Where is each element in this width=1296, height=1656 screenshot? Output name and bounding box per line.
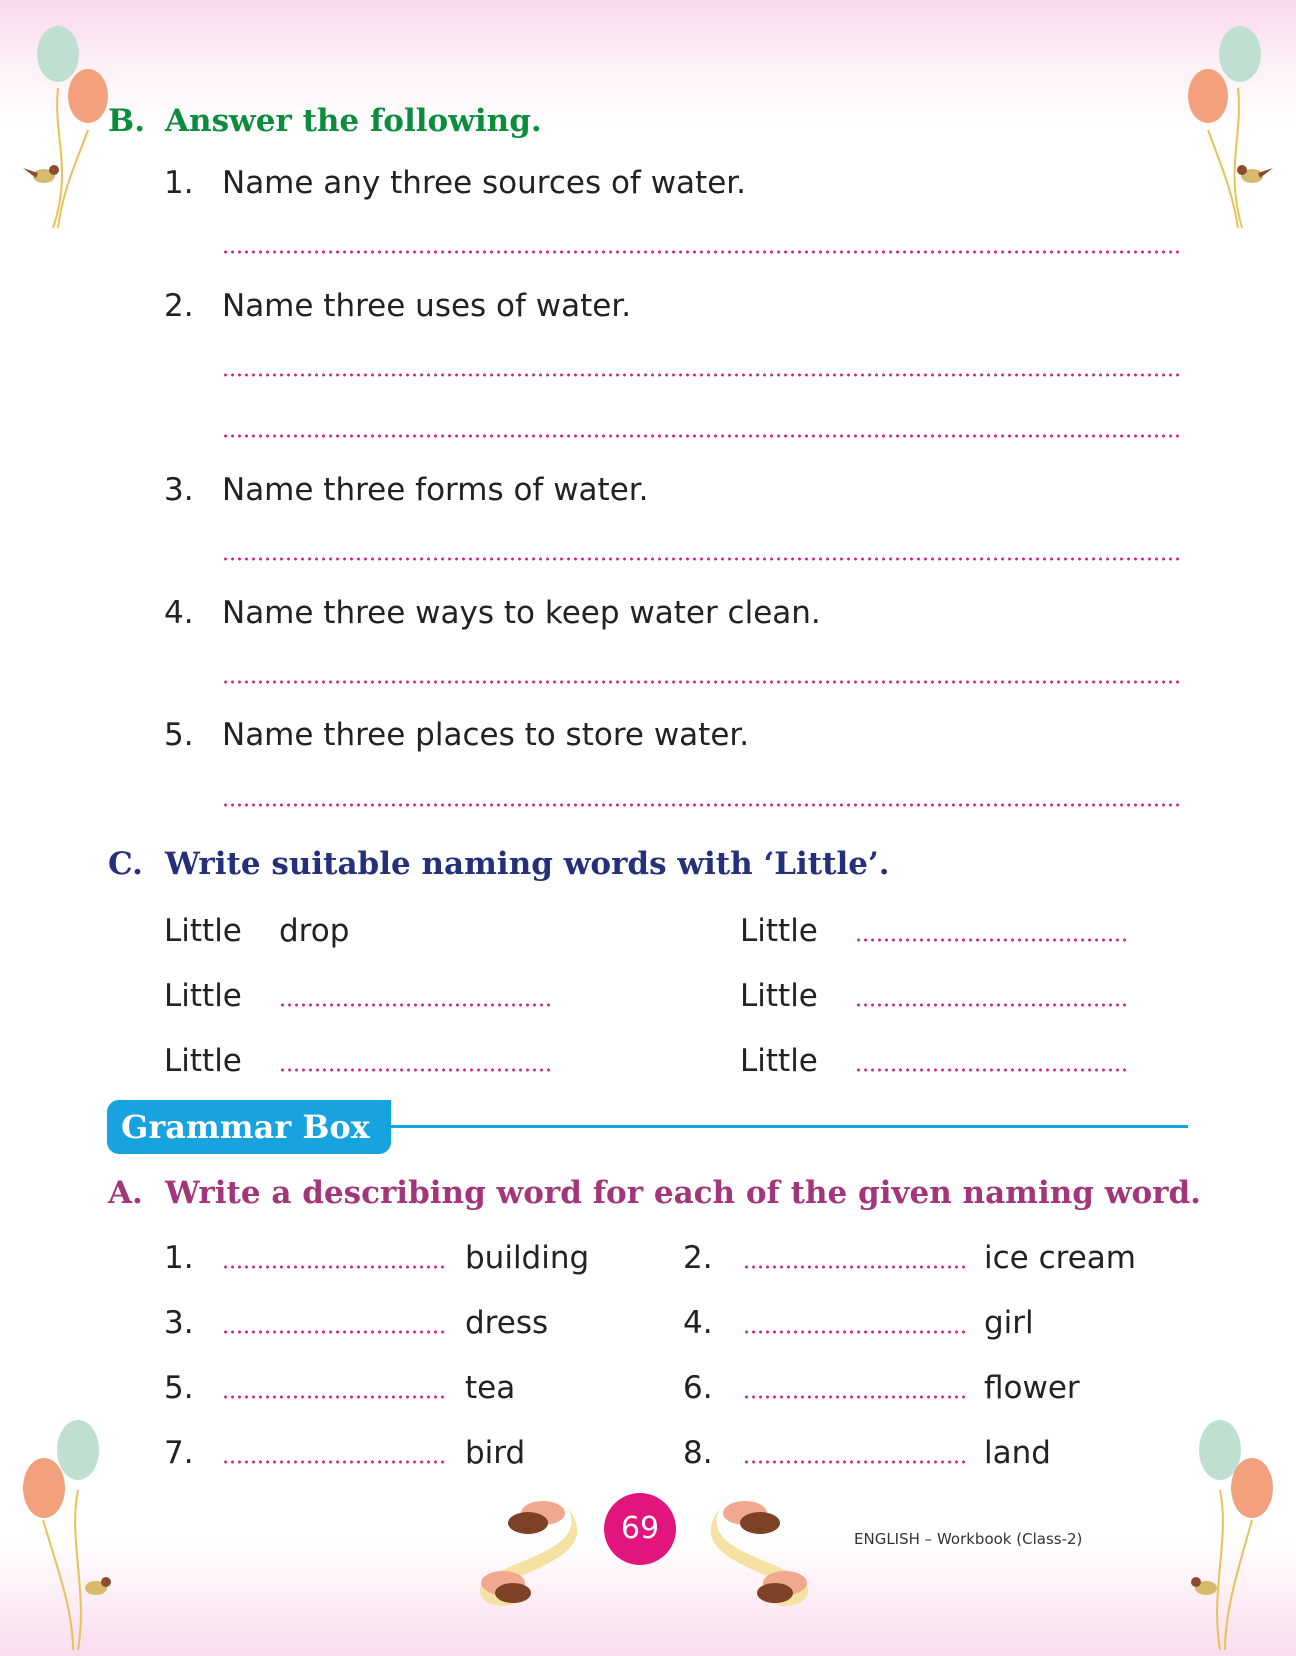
answer-line[interactable]	[222, 372, 1180, 378]
describing-word-blank[interactable]	[222, 1329, 444, 1335]
grammar-a-letter: A.	[108, 1175, 143, 1211]
question-number: 3.	[164, 472, 194, 508]
bird-icon	[1191, 1577, 1217, 1595]
little-word: Little	[164, 978, 242, 1014]
bird-icon	[85, 1577, 111, 1595]
little-word: Little	[740, 978, 818, 1014]
question-5	[0, 717, 1296, 757]
question-text: Name three ways to keep water clean.	[222, 595, 821, 631]
little-word: Little	[740, 913, 818, 949]
grammar-a-heading	[0, 1175, 1296, 1215]
question-4	[0, 595, 1296, 635]
naming-word-blank[interactable]	[855, 937, 1127, 943]
describing-word-blank[interactable]	[743, 1329, 965, 1335]
question-text: Name three places to store water.	[222, 717, 750, 753]
balloons-icon	[1170, 1410, 1280, 1656]
naming-word-blank[interactable]	[279, 1002, 551, 1008]
item-number: 1.	[164, 1240, 194, 1276]
item-number: 5.	[164, 1370, 194, 1406]
answer-line[interactable]	[222, 802, 1180, 808]
section-b-title: Answer the following.	[165, 103, 542, 139]
item-number: 3.	[164, 1305, 194, 1341]
naming-word: land	[984, 1435, 1051, 1471]
section-c-heading	[0, 846, 1296, 886]
question-number: 2.	[164, 288, 194, 324]
section-c-letter: C.	[108, 846, 143, 882]
book-title: ENGLISH – Workbook (Class-2)	[854, 1530, 1083, 1548]
grammar-box-divider	[385, 1125, 1188, 1128]
item-number: 6.	[683, 1370, 713, 1406]
example-answer: drop	[279, 913, 350, 949]
item-number: 8.	[683, 1435, 713, 1471]
answer-line[interactable]	[222, 249, 1180, 255]
describing-word-blank[interactable]	[743, 1394, 965, 1400]
item-number: 2.	[683, 1240, 713, 1276]
naming-word: flower	[984, 1370, 1080, 1406]
naming-word: dress	[465, 1305, 549, 1341]
describing-word-blank[interactable]	[222, 1394, 444, 1400]
question-text: Name three forms of water.	[222, 472, 649, 508]
question-number: 4.	[164, 595, 194, 631]
balloons-icon	[18, 1410, 128, 1656]
question-text: Name three uses of water.	[222, 288, 632, 324]
describing-word-blank[interactable]	[222, 1459, 444, 1465]
little-word: Little	[164, 913, 242, 949]
section-b-heading	[0, 103, 1296, 143]
describing-word-blank[interactable]	[743, 1459, 965, 1465]
answer-line[interactable]	[222, 433, 1180, 439]
question-2	[0, 288, 1296, 328]
little-word: Little	[740, 1043, 818, 1079]
describing-word-blank[interactable]	[222, 1264, 444, 1270]
item-number: 7.	[164, 1435, 194, 1471]
naming-word: girl	[984, 1305, 1034, 1341]
little-word: Little	[164, 1043, 242, 1079]
question-text: Name any three sources of water.	[222, 165, 747, 201]
grammar-box-label: Grammar Box	[107, 1100, 391, 1154]
naming-word-blank[interactable]	[855, 1002, 1127, 1008]
bird-icon	[458, 1488, 598, 1618]
answer-line[interactable]	[222, 556, 1180, 562]
answer-line[interactable]	[222, 679, 1180, 685]
question-1	[0, 165, 1296, 205]
naming-word: building	[465, 1240, 590, 1276]
question-number: 1.	[164, 165, 194, 201]
naming-word-blank[interactable]	[855, 1067, 1127, 1073]
naming-word: tea	[465, 1370, 516, 1406]
page-number: 69	[604, 1493, 676, 1565]
item-number: 4.	[683, 1305, 713, 1341]
question-number: 5.	[164, 717, 194, 753]
describing-word-blank[interactable]	[743, 1264, 965, 1270]
grammar-a-title: Write a describing word for each of the given naming word.	[165, 1175, 1201, 1211]
bird-icon	[690, 1488, 830, 1618]
section-c-title: Write suitable naming words with ‘Little’.	[165, 846, 890, 882]
question-3	[0, 472, 1296, 512]
naming-word-blank[interactable]	[279, 1067, 551, 1073]
naming-word: bird	[465, 1435, 526, 1471]
section-b-letter: B.	[108, 103, 145, 139]
naming-word: ice cream	[984, 1240, 1136, 1276]
